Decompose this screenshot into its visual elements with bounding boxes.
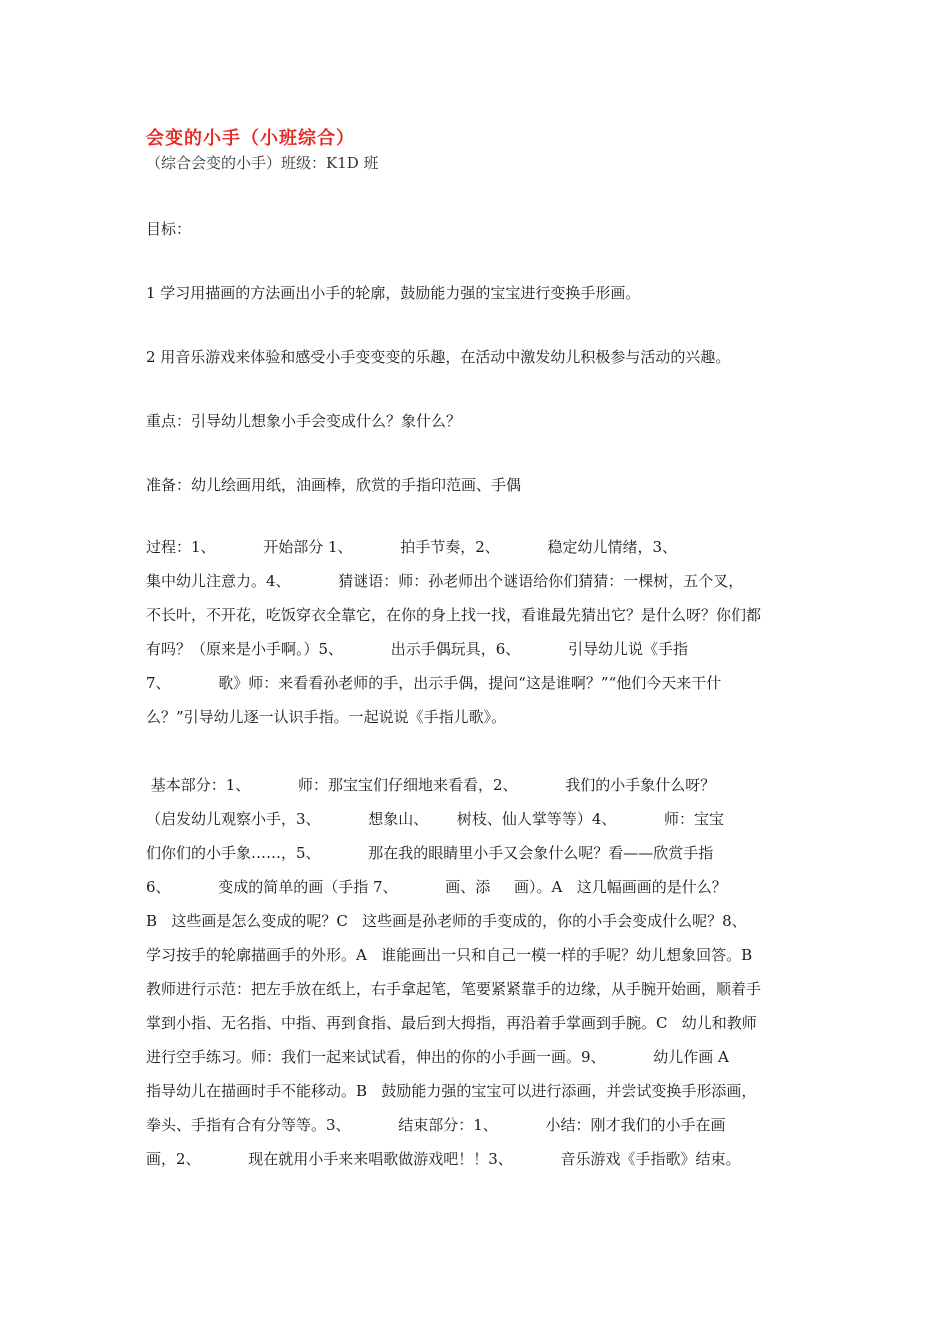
process-line: 集中幼儿注意力。4、 猜谜语：师：孙老师出个谜语给你们猜猜：一棵树，五个叉， xyxy=(146,572,744,590)
process-line: 7、 歌》师：来看看孙老师的手，出示手偶，提问“这是谁啊？”“他们今天来干什 xyxy=(146,674,722,692)
goal-item-1: 1 学习用描画的方法画出小手的轮廓，鼓励能力强的宝宝进行变换手形画。 xyxy=(146,284,641,302)
basic-line: 学习按手的轮廓描画手的外形。A 谁能画出一只和自己一模一样的手呢？幼儿想象回答。B xyxy=(146,946,753,964)
document-title: 会变的小手（小班综合） xyxy=(146,128,355,149)
process-section xyxy=(146,530,826,734)
basic-line: （启发幼儿观察小手，3、 想象山、 树枝、仙人掌等等）4、 师：宝宝 xyxy=(146,810,725,828)
basic-line: 进行空手练习。师：我们一起来试试看，伸出的你的小手画一画。9、 幼儿作画 A xyxy=(146,1048,729,1066)
goal-heading: 目标： xyxy=(146,220,192,238)
basic-line: B 这些画是怎么变成的呢？C 这些画是孙老师的手变成的，你的小手会变成什么呢？8、 xyxy=(146,912,747,930)
basic-line: 教师进行示范：把左手放在纸上，右手拿起笔，笔要紧紧靠手的边缘，从手腕开始画，顺着手 xyxy=(146,980,762,998)
basic-line: 基本部分：1、 师：那宝宝们仔细地来看看，2、 我们的小手象什么呀？ xyxy=(146,776,716,794)
basic-section xyxy=(146,768,826,1176)
process-line: 过程：1、 开始部分 1、 拍手节奏，2、 稳定幼儿情绪，3、 xyxy=(146,538,677,556)
basic-line: 拳头、手指有合有分等等。3、 结束部分：1、 小结：刚才我们的小手在画 xyxy=(146,1116,726,1134)
basic-line: 6、 变成的简单的画（手指 7、 画、添 画）。A 这几幅画画的是什么？ xyxy=(146,878,727,896)
process-line: 么？”引导幼儿逐一认识手指。一起说说《手指儿歌》。 xyxy=(146,708,507,726)
key-point: 重点：引导幼儿想象小手会变成什么？象什么？ xyxy=(146,412,462,430)
basic-line: 指导幼儿在描画时手不能移动。B 鼓励能力强的宝宝可以进行添画，并尝试变换手形添画， xyxy=(146,1082,757,1100)
document-subtitle: （综合会变的小手）班级：K1D 班 xyxy=(146,154,379,172)
basic-line: 们你们的小手象……，5、 那在我的眼睛里小手又会象什么呢？看——欣赏手指 xyxy=(146,844,714,862)
basic-line: 掌到小指、无名指、中指、再到食指、最后到大拇指，再沿着手掌画到手腕。C 幼儿和教师 xyxy=(146,1014,757,1032)
basic-line: 画，2、 现在就用小手来来唱歌做游戏吧！！3、 音乐游戏《手指歌》结束。 xyxy=(146,1150,741,1168)
process-line: 有吗？（原来是小手啊。）5、 出示手偶玩具，6、 引导幼儿说《手指 xyxy=(146,640,688,658)
process-line: 不长叶，不开花，吃饭穿衣全靠它，在你的身上找一找，看谁最先猜出它？是什么呀？你们都 xyxy=(146,606,762,624)
preparation: 准备：幼儿绘画用纸，油画棒，欣赏的手指印范画、手偶 xyxy=(146,476,522,494)
goal-item-2: 2 用音乐游戏来体验和感受小手变变变的乐趣，在活动中激发幼儿积极参与活动的兴趣。 xyxy=(146,348,731,366)
